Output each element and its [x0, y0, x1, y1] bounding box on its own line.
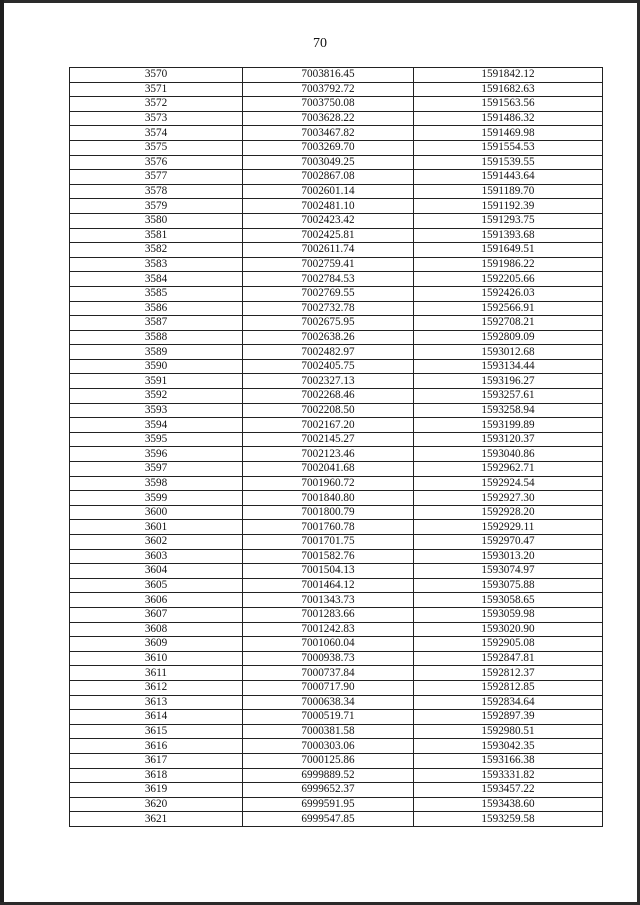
x-coordinate-cell: 7002784.53 [243, 272, 414, 287]
x-coordinate-cell: 6999547.85 [243, 812, 414, 827]
table-row [70, 520, 603, 535]
x-coordinate-cell: 7000717.90 [243, 680, 414, 695]
table-row [70, 213, 603, 228]
x-coordinate-cell: 6999889.52 [243, 768, 414, 783]
y-coordinate-cell: 1593196.27 [414, 374, 603, 389]
y-coordinate-cell: 1591393.68 [414, 228, 603, 243]
y-coordinate-cell: 1593438.60 [414, 797, 603, 812]
y-coordinate-cell: 1592929.11 [414, 520, 603, 535]
point-number-cell: 3586 [70, 301, 243, 316]
x-coordinate-cell: 7002867.08 [243, 170, 414, 185]
x-coordinate-cell: 7003816.45 [243, 68, 414, 83]
point-number-cell: 3604 [70, 564, 243, 579]
table-row [70, 768, 603, 783]
y-coordinate-cell: 1593013.20 [414, 549, 603, 564]
table-row [70, 111, 603, 126]
y-coordinate-cell: 1591192.39 [414, 199, 603, 214]
point-number-cell: 3609 [70, 637, 243, 652]
point-number-cell: 3573 [70, 111, 243, 126]
point-number-cell: 3619 [70, 783, 243, 798]
table-row [70, 184, 603, 199]
y-coordinate-cell: 1593120.37 [414, 432, 603, 447]
y-coordinate-cell: 1593331.82 [414, 768, 603, 783]
point-number-cell: 3621 [70, 812, 243, 827]
point-number-cell: 3618 [70, 768, 243, 783]
point-number-cell: 3579 [70, 199, 243, 214]
point-number-cell: 3602 [70, 535, 243, 550]
table-row [70, 418, 603, 433]
table-row [70, 243, 603, 258]
y-coordinate-cell: 1591554.53 [414, 140, 603, 155]
table-row [70, 578, 603, 593]
x-coordinate-cell: 7000519.71 [243, 710, 414, 725]
y-coordinate-cell: 1592426.03 [414, 286, 603, 301]
point-number-cell: 3612 [70, 680, 243, 695]
scan-border-top [0, 0, 640, 3]
table-row [70, 82, 603, 97]
point-number-cell: 3601 [70, 520, 243, 535]
y-coordinate-cell: 1591986.22 [414, 257, 603, 272]
y-coordinate-cell: 1591539.55 [414, 155, 603, 170]
x-coordinate-cell: 7003792.72 [243, 82, 414, 97]
y-coordinate-cell: 1592812.37 [414, 666, 603, 681]
point-number-cell: 3607 [70, 607, 243, 622]
table-row [70, 622, 603, 637]
y-coordinate-cell: 1591443.64 [414, 170, 603, 185]
y-coordinate-cell: 1592847.81 [414, 651, 603, 666]
table-row [70, 68, 603, 83]
table-row [70, 447, 603, 462]
point-number-cell: 3594 [70, 418, 243, 433]
table-row [70, 505, 603, 520]
y-coordinate-cell: 1593042.35 [414, 739, 603, 754]
point-number-cell: 3616 [70, 739, 243, 754]
x-coordinate-cell: 7002638.26 [243, 330, 414, 345]
point-number-cell: 3617 [70, 753, 243, 768]
point-number-cell: 3596 [70, 447, 243, 462]
point-number-cell: 3615 [70, 724, 243, 739]
table-row [70, 666, 603, 681]
x-coordinate-cell: 7002601.14 [243, 184, 414, 199]
x-coordinate-cell: 7002145.27 [243, 432, 414, 447]
table-row [70, 607, 603, 622]
x-coordinate-cell: 7000737.84 [243, 666, 414, 681]
table-row [70, 637, 603, 652]
table-row [70, 330, 603, 345]
table-row [70, 359, 603, 374]
table-row [70, 155, 603, 170]
point-number-cell: 3595 [70, 432, 243, 447]
x-coordinate-cell: 7002732.78 [243, 301, 414, 316]
y-coordinate-cell: 1591189.70 [414, 184, 603, 199]
point-number-cell: 3575 [70, 140, 243, 155]
table-row [70, 564, 603, 579]
y-coordinate-cell: 1592834.64 [414, 695, 603, 710]
x-coordinate-cell: 7002423.42 [243, 213, 414, 228]
x-coordinate-cell: 6999591.95 [243, 797, 414, 812]
table-row [70, 462, 603, 477]
x-coordinate-cell: 7001582.76 [243, 549, 414, 564]
point-number-cell: 3592 [70, 389, 243, 404]
x-coordinate-cell: 7001800.79 [243, 505, 414, 520]
point-number-cell: 3610 [70, 651, 243, 666]
x-coordinate-cell: 7002327.13 [243, 374, 414, 389]
y-coordinate-cell: 1593199.89 [414, 418, 603, 433]
point-number-cell: 3605 [70, 578, 243, 593]
table-row [70, 272, 603, 287]
y-coordinate-cell: 1593020.90 [414, 622, 603, 637]
table-row [70, 140, 603, 155]
point-number-cell: 3620 [70, 797, 243, 812]
y-coordinate-cell: 1593075.88 [414, 578, 603, 593]
table-row [70, 549, 603, 564]
x-coordinate-cell: 7000303.06 [243, 739, 414, 754]
table-row [70, 374, 603, 389]
point-number-cell: 3572 [70, 97, 243, 112]
x-coordinate-cell: 7001343.73 [243, 593, 414, 608]
point-number-cell: 3591 [70, 374, 243, 389]
table-row [70, 783, 603, 798]
table-row [70, 170, 603, 185]
point-number-cell: 3571 [70, 82, 243, 97]
y-coordinate-cell: 1592980.51 [414, 724, 603, 739]
y-coordinate-cell: 1591649.51 [414, 243, 603, 258]
x-coordinate-cell: 7002769.55 [243, 286, 414, 301]
y-coordinate-cell: 1592205.66 [414, 272, 603, 287]
y-coordinate-cell: 1591486.32 [414, 111, 603, 126]
table-row [70, 97, 603, 112]
x-coordinate-cell: 7001760.78 [243, 520, 414, 535]
point-number-cell: 3581 [70, 228, 243, 243]
point-number-cell: 3606 [70, 593, 243, 608]
point-number-cell: 3614 [70, 710, 243, 725]
x-coordinate-cell: 7000938.73 [243, 651, 414, 666]
x-coordinate-cell: 7001504.13 [243, 564, 414, 579]
table-row [70, 228, 603, 243]
table-row [70, 257, 603, 272]
y-coordinate-cell: 1592566.91 [414, 301, 603, 316]
table-row [70, 812, 603, 827]
point-number-cell: 3578 [70, 184, 243, 199]
table-row [70, 535, 603, 550]
y-coordinate-cell: 1591563.56 [414, 97, 603, 112]
y-coordinate-cell: 1592962.71 [414, 462, 603, 477]
table-row [70, 753, 603, 768]
point-number-cell: 3589 [70, 345, 243, 360]
y-coordinate-cell: 1593074.97 [414, 564, 603, 579]
table-row [70, 593, 603, 608]
point-number-cell: 3598 [70, 476, 243, 491]
x-coordinate-cell: 7003269.70 [243, 140, 414, 155]
x-coordinate-cell: 7002405.75 [243, 359, 414, 374]
x-coordinate-cell: 7001060.04 [243, 637, 414, 652]
point-number-cell: 3585 [70, 286, 243, 301]
y-coordinate-cell: 1591682.63 [414, 82, 603, 97]
x-coordinate-cell: 7001464.12 [243, 578, 414, 593]
table-row [70, 345, 603, 360]
table-row [70, 797, 603, 812]
table-row [70, 286, 603, 301]
y-coordinate-cell: 1593257.61 [414, 389, 603, 404]
y-coordinate-cell: 1593259.58 [414, 812, 603, 827]
point-number-cell: 3613 [70, 695, 243, 710]
point-number-cell: 3570 [70, 68, 243, 83]
table-row [70, 316, 603, 331]
x-coordinate-cell: 7003049.25 [243, 155, 414, 170]
table-row [70, 476, 603, 491]
point-number-cell: 3600 [70, 505, 243, 520]
y-coordinate-cell: 1593166.38 [414, 753, 603, 768]
table-row [70, 680, 603, 695]
point-number-cell: 3590 [70, 359, 243, 374]
y-coordinate-cell: 1593059.98 [414, 607, 603, 622]
point-number-cell: 3574 [70, 126, 243, 141]
table-row [70, 432, 603, 447]
table-row [70, 126, 603, 141]
y-coordinate-cell: 1591469.98 [414, 126, 603, 141]
y-coordinate-cell: 1592970.47 [414, 535, 603, 550]
table-row [70, 695, 603, 710]
point-number-cell: 3580 [70, 213, 243, 228]
y-coordinate-cell: 1592812.85 [414, 680, 603, 695]
x-coordinate-cell: 7002123.46 [243, 447, 414, 462]
table-row [70, 651, 603, 666]
point-number-cell: 3576 [70, 155, 243, 170]
x-coordinate-cell: 7002268.46 [243, 389, 414, 404]
x-coordinate-cell: 7002482.97 [243, 345, 414, 360]
x-coordinate-cell: 7001701.75 [243, 535, 414, 550]
x-coordinate-cell: 7000381.58 [243, 724, 414, 739]
point-number-cell: 3603 [70, 549, 243, 564]
y-coordinate-cell: 1591842.12 [414, 68, 603, 83]
y-coordinate-cell: 1593258.94 [414, 403, 603, 418]
point-number-cell: 3608 [70, 622, 243, 637]
y-coordinate-cell: 1592708.21 [414, 316, 603, 331]
point-number-cell: 3582 [70, 243, 243, 258]
y-coordinate-cell: 1591293.75 [414, 213, 603, 228]
point-number-cell: 3611 [70, 666, 243, 681]
x-coordinate-cell: 7003628.22 [243, 111, 414, 126]
x-coordinate-cell: 7001242.83 [243, 622, 414, 637]
x-coordinate-cell: 7002041.68 [243, 462, 414, 477]
x-coordinate-cell: 7002759.41 [243, 257, 414, 272]
x-coordinate-cell: 7003750.08 [243, 97, 414, 112]
x-coordinate-cell: 7002167.20 [243, 418, 414, 433]
point-number-cell: 3599 [70, 491, 243, 506]
table-row [70, 199, 603, 214]
y-coordinate-cell: 1593058.65 [414, 593, 603, 608]
y-coordinate-cell: 1592809.09 [414, 330, 603, 345]
y-coordinate-cell: 1592927.30 [414, 491, 603, 506]
y-coordinate-cell: 1593040.86 [414, 447, 603, 462]
y-coordinate-cell: 1593134.44 [414, 359, 603, 374]
x-coordinate-cell: 7000125.86 [243, 753, 414, 768]
x-coordinate-cell: 6999652.37 [243, 783, 414, 798]
x-coordinate-cell: 7001840.80 [243, 491, 414, 506]
coordinates-table [69, 67, 603, 827]
x-coordinate-cell: 7002481.10 [243, 199, 414, 214]
x-coordinate-cell: 7001283.66 [243, 607, 414, 622]
table-row [70, 491, 603, 506]
y-coordinate-cell: 1592928.20 [414, 505, 603, 520]
point-number-cell: 3588 [70, 330, 243, 345]
scan-border-left [0, 0, 4, 905]
table-row [70, 301, 603, 316]
y-coordinate-cell: 1593012.68 [414, 345, 603, 360]
x-coordinate-cell: 7000638.34 [243, 695, 414, 710]
table-row [70, 739, 603, 754]
table-row [70, 710, 603, 725]
y-coordinate-cell: 1592905.08 [414, 637, 603, 652]
point-number-cell: 3597 [70, 462, 243, 477]
point-number-cell: 3584 [70, 272, 243, 287]
table-row [70, 724, 603, 739]
table-row [70, 403, 603, 418]
page-number: 70 [313, 36, 327, 51]
x-coordinate-cell: 7001960.72 [243, 476, 414, 491]
x-coordinate-cell: 7002675.95 [243, 316, 414, 331]
coordinates-table-body [70, 68, 603, 827]
x-coordinate-cell: 7002425.81 [243, 228, 414, 243]
y-coordinate-cell: 1592924.54 [414, 476, 603, 491]
point-number-cell: 3587 [70, 316, 243, 331]
point-number-cell: 3593 [70, 403, 243, 418]
x-coordinate-cell: 7002611.74 [243, 243, 414, 258]
y-coordinate-cell: 1593457.22 [414, 783, 603, 798]
x-coordinate-cell: 7002208.50 [243, 403, 414, 418]
x-coordinate-cell: 7003467.82 [243, 126, 414, 141]
y-coordinate-cell: 1592897.39 [414, 710, 603, 725]
table-row [70, 389, 603, 404]
point-number-cell: 3577 [70, 170, 243, 185]
point-number-cell: 3583 [70, 257, 243, 272]
